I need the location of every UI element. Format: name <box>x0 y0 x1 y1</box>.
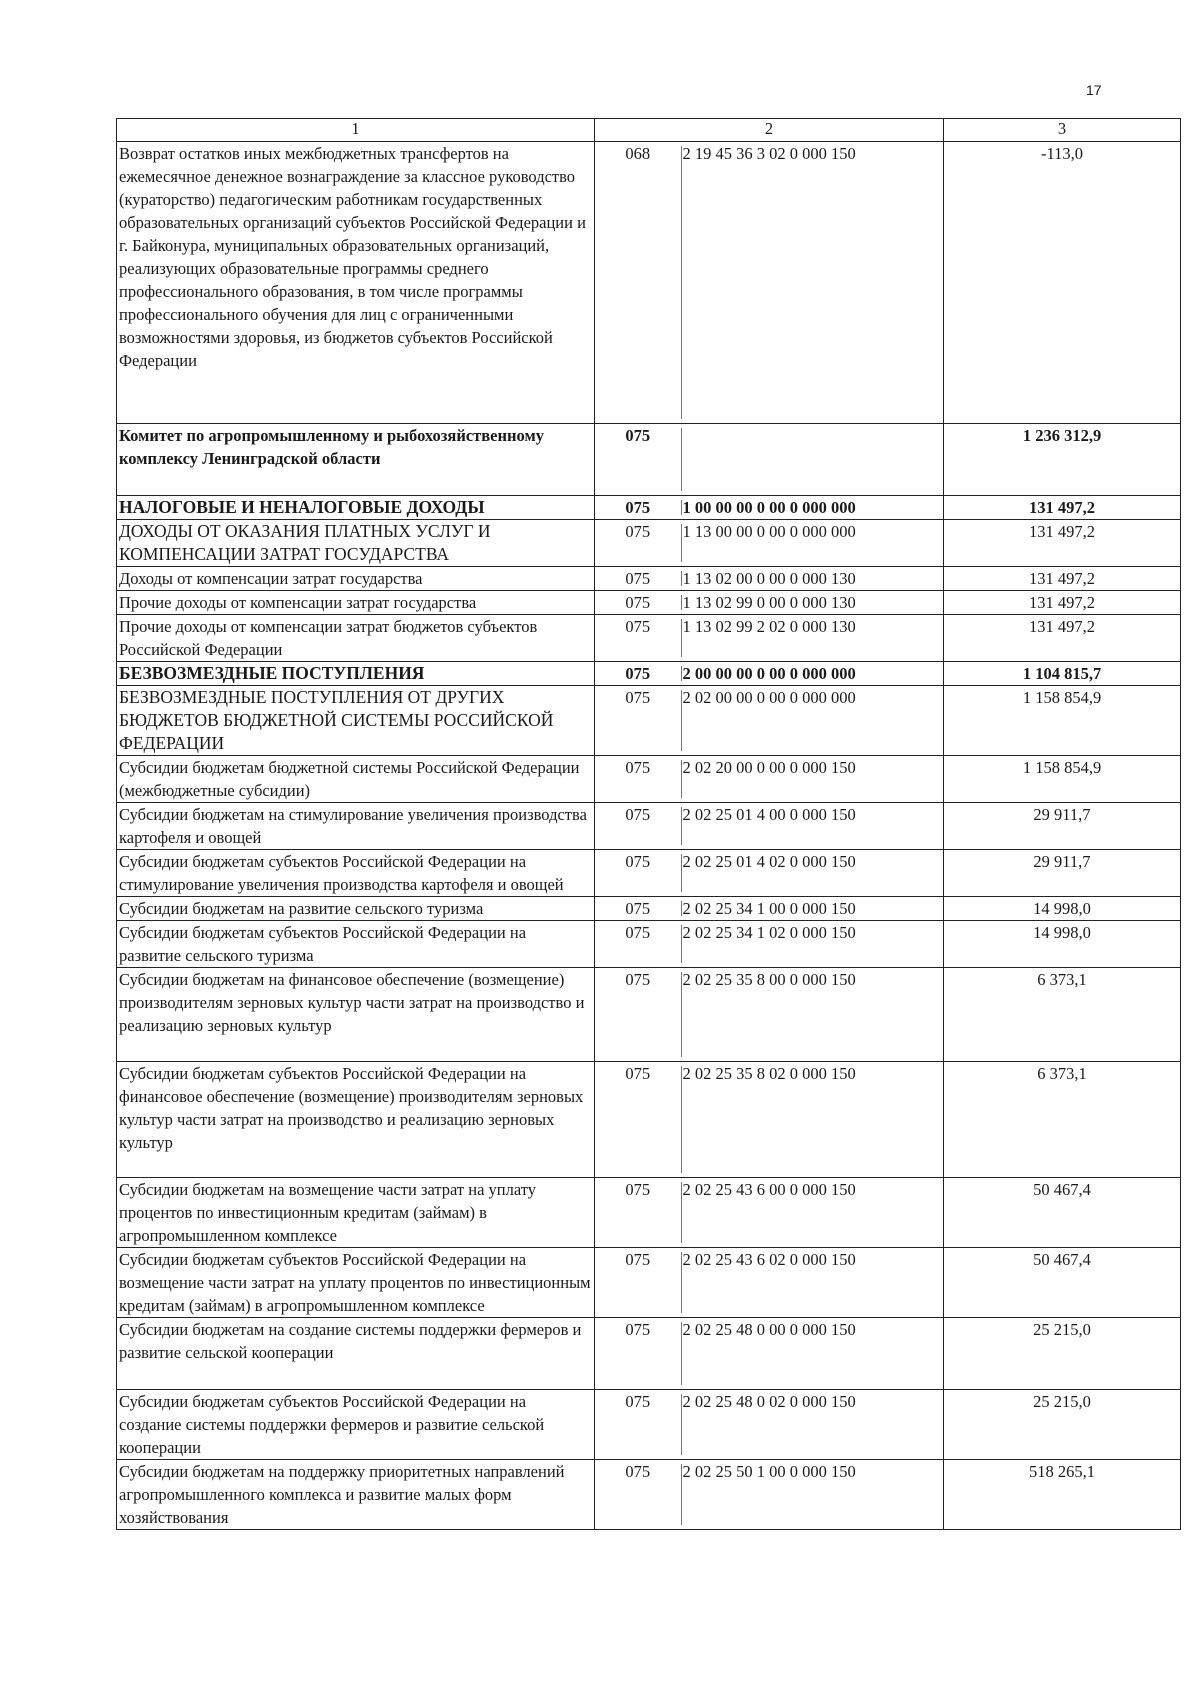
column-header-1: 1 <box>117 119 595 142</box>
row-budget-code: 2 02 20 00 0 00 0 000 150 <box>681 756 944 803</box>
row-name: Субсидии бюджетам субъектов Российской Федерации на создание системы поддержки фермеров и развитие сельской кооперации <box>117 1390 595 1460</box>
table-row <box>117 496 1181 520</box>
row-name: Доходы от компенсации затрат государства <box>117 567 595 591</box>
row-name: Субсидии бюджетам на поддержку приоритетных направлений агропромышленного комплекса и развитие малых форм хозяйствования <box>117 1460 595 1530</box>
table-header-row <box>117 119 1181 142</box>
column-header-2: 2 <box>595 119 944 142</box>
row-amount: 50 467,4 <box>944 1178 1181 1248</box>
row-admin-code: 075 <box>595 686 681 756</box>
row-admin-code: 075 <box>595 520 681 567</box>
row-budget-code <box>681 424 944 496</box>
row-admin-code: 075 <box>595 850 681 897</box>
table-row <box>117 968 1181 1062</box>
table-row <box>117 591 1181 615</box>
row-amount: 131 497,2 <box>944 567 1181 591</box>
row-admin-code: 068 <box>595 142 681 424</box>
row-admin-code: 075 <box>595 424 681 496</box>
row-amount: 25 215,0 <box>944 1318 1181 1390</box>
row-name: Субсидии бюджетам на развитие сельского туризма <box>117 897 595 921</box>
row-name: Субсидии бюджетам бюджетной системы Российской Федерации (межбюджетные субсидии) <box>117 756 595 803</box>
row-admin-code: 075 <box>595 591 681 615</box>
row-admin-code: 075 <box>595 1460 681 1530</box>
row-name: БЕЗВОЗМЕЗДНЫЕ ПОСТУПЛЕНИЯ <box>117 662 595 686</box>
table-row <box>117 897 1181 921</box>
row-amount: 131 497,2 <box>944 615 1181 662</box>
row-budget-code: 2 02 25 48 0 00 0 000 150 <box>681 1318 944 1390</box>
table-row <box>117 424 1181 496</box>
row-amount: 29 911,7 <box>944 850 1181 897</box>
row-admin-code: 075 <box>595 662 681 686</box>
row-admin-code: 075 <box>595 1318 681 1390</box>
row-name: Комитет по агропромышленному и рыбохозяйственному комплексу Ленинградской области <box>117 424 595 496</box>
row-budget-code: 1 13 02 00 0 00 0 000 130 <box>681 567 944 591</box>
row-name: Субсидии бюджетам на создание системы поддержки фермеров и развитие сельской кооперации <box>117 1318 595 1390</box>
row-admin-code: 075 <box>595 803 681 850</box>
row-admin-code: 075 <box>595 496 681 520</box>
row-amount: 1 158 854,9 <box>944 756 1181 803</box>
row-amount: 29 911,7 <box>944 803 1181 850</box>
row-budget-code: 2 02 00 00 0 00 0 000 000 <box>681 686 944 756</box>
row-name: НАЛОГОВЫЕ И НЕНАЛОГОВЫЕ ДОХОДЫ <box>117 496 595 520</box>
row-amount: 1 236 312,9 <box>944 424 1181 496</box>
table-row <box>117 1248 1181 1318</box>
row-budget-code: 2 02 25 35 8 02 0 000 150 <box>681 1062 944 1178</box>
row-admin-code: 075 <box>595 897 681 921</box>
row-name: Субсидии бюджетам на финансовое обеспечение (возмещение) производителям зерновых культур части затрат на производство и реализацию зерновых культур <box>117 968 595 1062</box>
row-budget-code: 1 13 00 00 0 00 0 000 000 <box>681 520 944 567</box>
row-budget-code: 1 00 00 00 0 00 0 000 000 <box>681 496 944 520</box>
row-amount: 14 998,0 <box>944 921 1181 968</box>
row-amount: 6 373,1 <box>944 1062 1181 1178</box>
row-amount: 25 215,0 <box>944 1390 1181 1460</box>
row-amount: 131 497,2 <box>944 496 1181 520</box>
row-name: Прочие доходы от компенсации затрат государства <box>117 591 595 615</box>
row-budget-code: 2 02 25 48 0 02 0 000 150 <box>681 1390 944 1460</box>
row-name: Субсидии бюджетам субъектов Российской Федерации на возмещение части затрат на уплату процентов по инвестиционным кредитам (займам) в агропромышленном комплексе <box>117 1248 595 1318</box>
table-row <box>117 142 1181 424</box>
row-name: Субсидии бюджетам субъектов Российской Федерации на стимулирование увеличения производства картофеля и овощей <box>117 850 595 897</box>
table-row <box>117 686 1181 756</box>
row-budget-code: 2 02 25 01 4 00 0 000 150 <box>681 803 944 850</box>
row-budget-code: 2 02 25 50 1 00 0 000 150 <box>681 1460 944 1530</box>
row-admin-code: 075 <box>595 1178 681 1248</box>
table-row <box>117 1062 1181 1178</box>
table-row <box>117 1318 1181 1390</box>
row-amount: 518 265,1 <box>944 1460 1181 1530</box>
row-name: Субсидии бюджетам на возмещение части затрат на уплату процентов по инвестиционным кредитам (займам) в агропромышленном комплексе <box>117 1178 595 1248</box>
row-name: Прочие доходы от компенсации затрат бюджетов субъектов Российской Федерации <box>117 615 595 662</box>
row-budget-code: 1 13 02 99 0 00 0 000 130 <box>681 591 944 615</box>
row-name: ДОХОДЫ ОТ ОКАЗАНИЯ ПЛАТНЫХ УСЛУГ И КОМПЕНСАЦИИ ЗАТРАТ ГОСУДАРСТВА <box>117 520 595 567</box>
row-budget-code: 2 02 25 34 1 02 0 000 150 <box>681 921 944 968</box>
table-row <box>117 1178 1181 1248</box>
row-name: БЕЗВОЗМЕЗДНЫЕ ПОСТУПЛЕНИЯ ОТ ДРУГИХ БЮДЖЕТОВ БЮДЖЕТНОЙ СИСТЕМЫ РОССИЙСКОЙ ФЕДЕРАЦИИ <box>117 686 595 756</box>
table-row <box>117 567 1181 591</box>
table-row <box>117 756 1181 803</box>
budget-revenue-table <box>116 118 1181 1530</box>
row-name: Субсидии бюджетам на стимулирование увеличения производства картофеля и овощей <box>117 803 595 850</box>
column-header-3: 3 <box>944 119 1181 142</box>
row-budget-code: 1 13 02 99 2 02 0 000 130 <box>681 615 944 662</box>
row-amount: 1 158 854,9 <box>944 686 1181 756</box>
table-row <box>117 850 1181 897</box>
table-row <box>117 520 1181 567</box>
row-budget-code: 2 02 25 35 8 00 0 000 150 <box>681 968 944 1062</box>
row-name: Субсидии бюджетам субъектов Российской Федерации на финансовое обеспечение (возмещение) производителям зерновых культур части затрат на производство и реализацию зерновых культур <box>117 1062 595 1178</box>
table-row <box>117 1390 1181 1460</box>
table-row <box>117 662 1181 686</box>
row-name: Субсидии бюджетам субъектов Российской Федерации на развитие сельского туризма <box>117 921 595 968</box>
row-budget-code: 2 02 25 43 6 00 0 000 150 <box>681 1178 944 1248</box>
row-admin-code: 075 <box>595 1248 681 1318</box>
row-amount: -113,0 <box>944 142 1181 424</box>
row-amount: 131 497,2 <box>944 520 1181 567</box>
row-amount: 50 467,4 <box>944 1248 1181 1318</box>
row-admin-code: 075 <box>595 1062 681 1178</box>
table-row <box>117 803 1181 850</box>
row-budget-code: 2 19 45 36 3 02 0 000 150 <box>681 142 944 424</box>
row-admin-code: 075 <box>595 615 681 662</box>
row-admin-code: 075 <box>595 921 681 968</box>
row-amount: 14 998,0 <box>944 897 1181 921</box>
table-row <box>117 615 1181 662</box>
table-row <box>117 1460 1181 1530</box>
row-admin-code: 075 <box>595 1390 681 1460</box>
row-budget-code: 2 02 25 34 1 00 0 000 150 <box>681 897 944 921</box>
row-admin-code: 075 <box>595 756 681 803</box>
row-amount: 131 497,2 <box>944 591 1181 615</box>
row-amount: 1 104 815,7 <box>944 662 1181 686</box>
row-admin-code: 075 <box>595 968 681 1062</box>
row-name: Возврат остатков иных межбюджетных трансфертов на ежемесячное денежное вознаграждение за классное руководство (кураторство) педагогическим работникам государственных образовательных организаций субъектов Российской Федерации и г. Байконура, муниципальных образовательных организаций, реализующих образовательные программы среднего профессионального образования, в том числе программы профессионального обучения для лиц с ограниченными возможностями здоровья, из бюджетов субъектов Российской Федерации <box>117 142 595 424</box>
table-row <box>117 921 1181 968</box>
row-admin-code: 075 <box>595 567 681 591</box>
page-number: 17 <box>1086 82 1102 98</box>
row-amount: 6 373,1 <box>944 968 1181 1062</box>
row-budget-code: 2 00 00 00 0 00 0 000 000 <box>681 662 944 686</box>
row-budget-code: 2 02 25 01 4 02 0 000 150 <box>681 850 944 897</box>
row-budget-code: 2 02 25 43 6 02 0 000 150 <box>681 1248 944 1318</box>
